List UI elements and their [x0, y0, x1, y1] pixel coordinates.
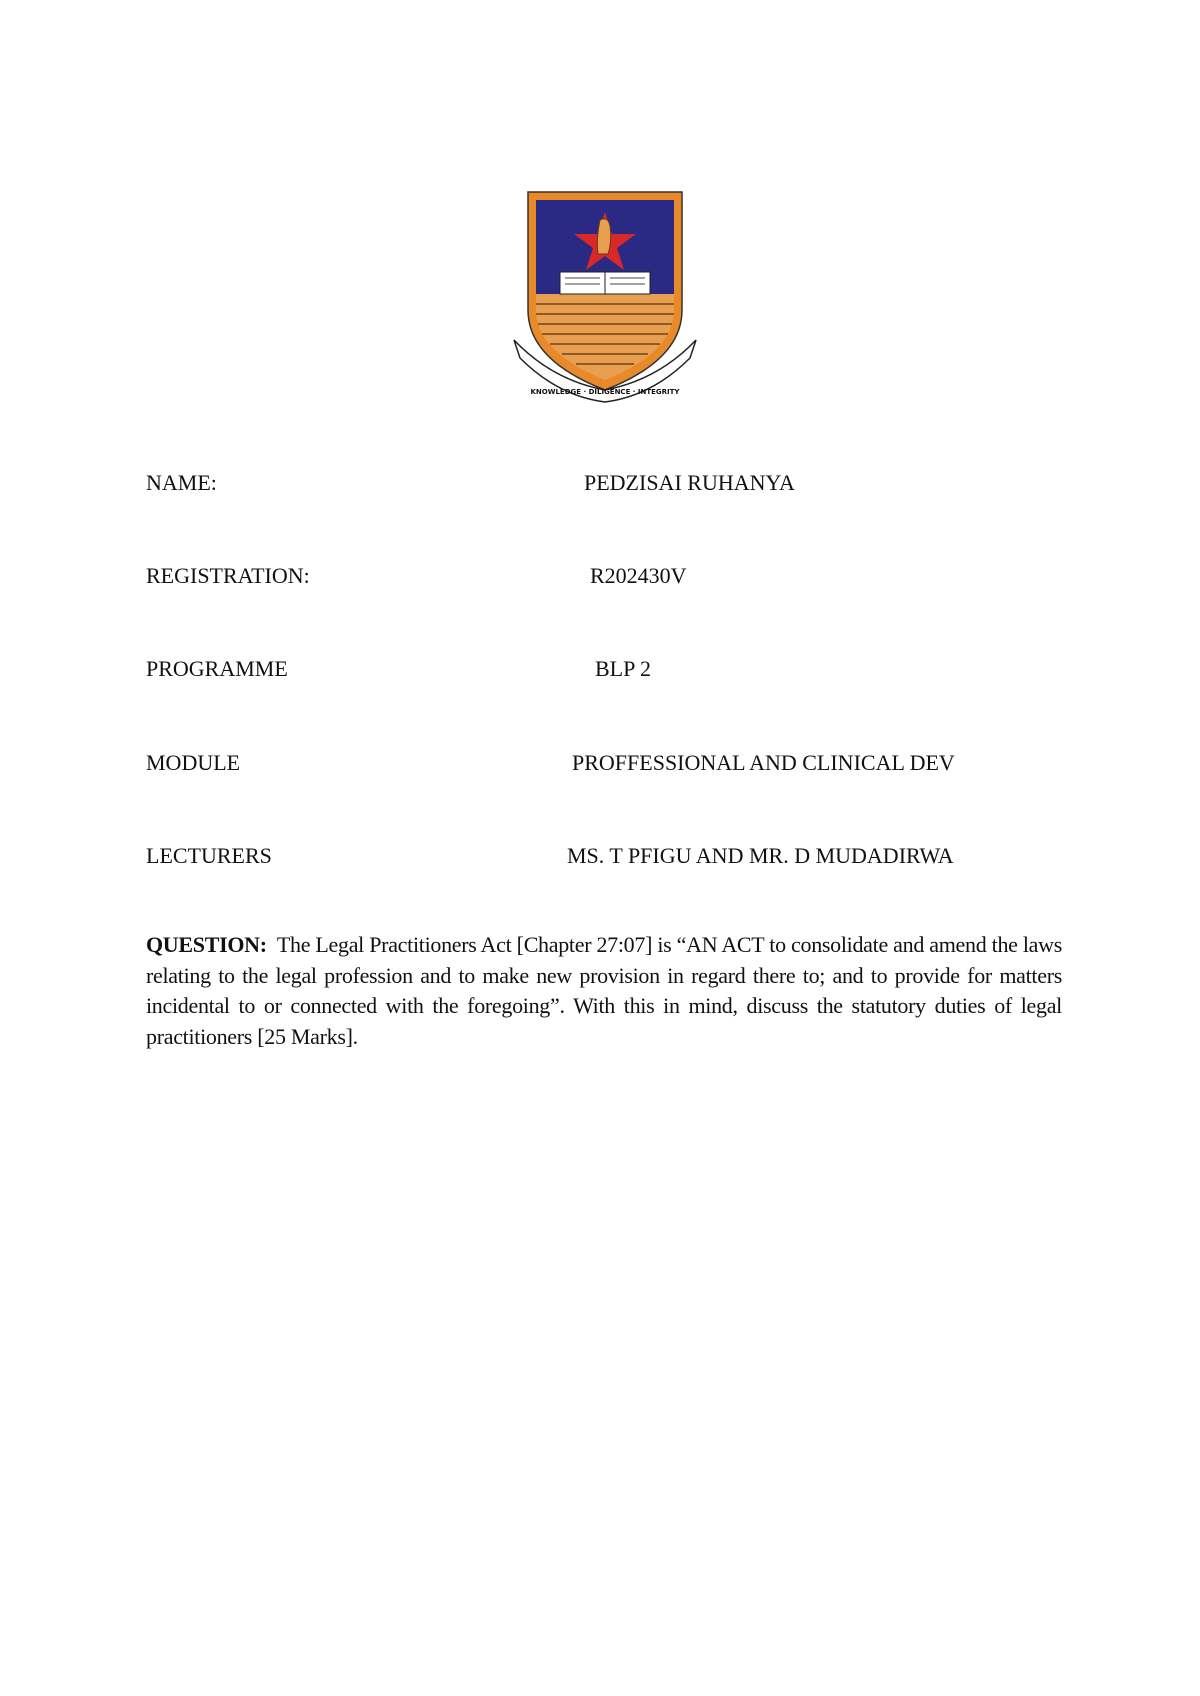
- question-text: The Legal Practitioners Act [Chapter 27:07] is “AN ACT to consolidate and amend the laws relating to the legal profession and to make new provision in regard there to; and to provide for matters incidental to or connected with the foregoing”. With this in mind, discuss the statutory duties of legal practitioners [25 Marks].: [146, 932, 1062, 1049]
- module-label: MODULE: [146, 750, 241, 775]
- svg-text:KNOWLEDGE · DILIGENCE · INTEGR: KNOWLEDGE · DILIGENCE · INTEGRITY: [530, 388, 680, 396]
- name-label: NAME:: [146, 470, 217, 495]
- registration-value: R202430V: [590, 563, 687, 588]
- university-crest-logo: [512, 190, 698, 406]
- question-label: QUESTION:: [146, 932, 267, 957]
- lecturers-value: MS. T PFIGU AND MR. D MUDADIRWA: [567, 843, 954, 868]
- programme-label: PROGRAMME: [146, 656, 288, 681]
- module-value: PROFFESSIONAL AND CLINICAL DEV: [572, 750, 955, 775]
- programme-value: BLP 2: [595, 656, 652, 681]
- lecturers-label: LECTURERS: [146, 843, 272, 868]
- question-paragraph: [146, 930, 1062, 1052]
- name-value: PEDZISAI RUHANYA: [584, 470, 795, 495]
- registration-label: REGISTRATION:: [146, 563, 310, 588]
